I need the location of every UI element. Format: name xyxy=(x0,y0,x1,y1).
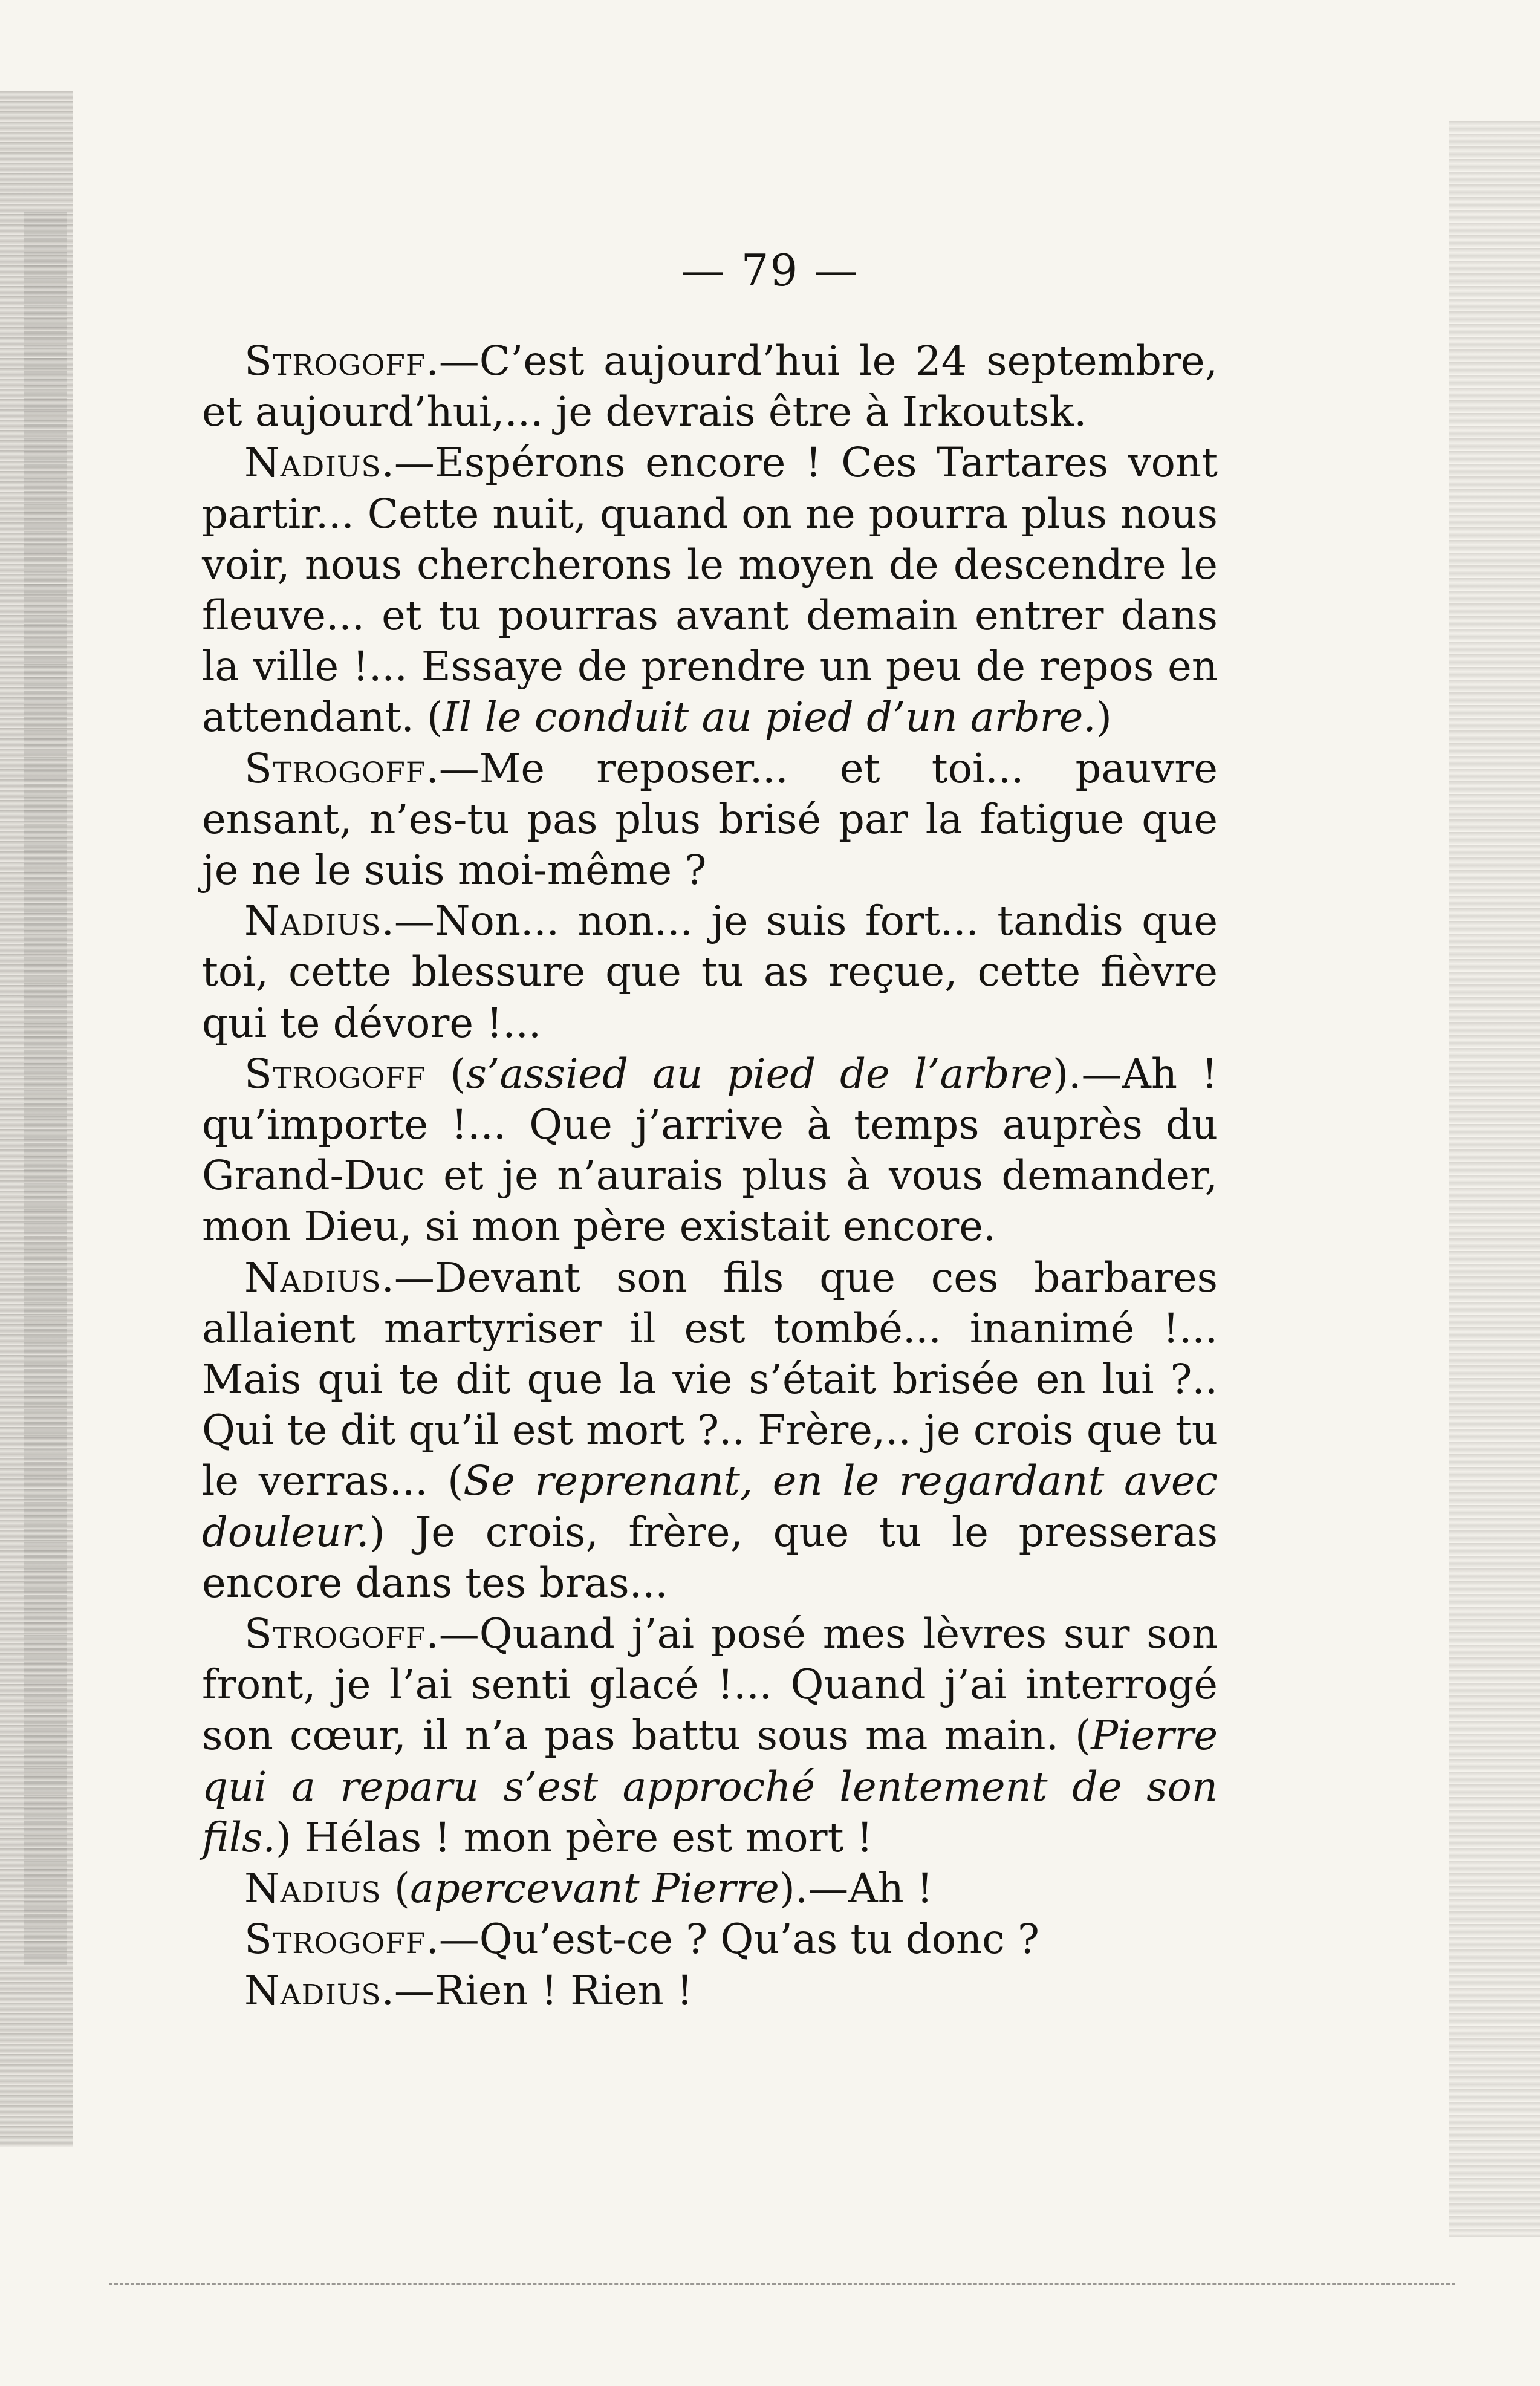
speaker-name: Strogoff xyxy=(244,744,426,792)
speaker-name: Nadius xyxy=(244,1966,382,2014)
dialogue-line-end: ) xyxy=(1096,694,1112,741)
speaker-name: Strogoff xyxy=(244,1610,426,1658)
dialogue-paragraph-5 xyxy=(202,1048,1218,1252)
speaker-name: Strogoff xyxy=(244,337,426,385)
dialogue-paragraph-10 xyxy=(202,1965,1218,2016)
page-number: — 79 — xyxy=(681,245,859,296)
dialogue-line: .—Non... non... je suis fort... tandis que toi, cette blessure que tu as reçue, cette fièvre qui te dévore !... xyxy=(202,897,1218,1047)
dialogue-line: ).—Ah ! qu’importe !... Que j’arrive à temps auprès du Grand-Duc et je n’aurais plus à vous demander, mon Dieu, si mon père existait encore. xyxy=(202,1050,1218,1250)
speaker-name: Strogoff xyxy=(244,1916,426,1963)
dialogue-paragraph-6 xyxy=(202,1252,1218,1608)
dialogue-line: .—Rien ! Rien ! xyxy=(381,1966,694,2014)
dialogue-paragraph-3 xyxy=(202,743,1218,896)
dialogue-line-end: ) Je crois, frère, que tu le presseras encore dans tes bras... xyxy=(202,1508,1218,1607)
dialogue-paragraph-1 xyxy=(202,336,1218,437)
dialogue-line: .—Me reposer... et toi... pauvre ensant, n’es-tu pas plus brisé par la fatigue que je ne le suis moi-même ? xyxy=(202,744,1218,894)
dialogue-line: .—Quand j’ai posé mes lèvres sur son front, je l’ai senti glacé !... Quand j’ai interrogé son cœur, il n’a pas battu sous ma main. ( xyxy=(202,1610,1218,1760)
dialogue-line-open: ( xyxy=(381,1865,411,1913)
dialogue-paragraph-7 xyxy=(202,1608,1218,1863)
stage-direction: s’assied au pied de l’arbre xyxy=(466,1050,1053,1097)
dialogue-line: .—Qu’est-ce ? Qu’as tu donc ? xyxy=(426,1916,1039,1963)
dialogue-paragraph-9 xyxy=(202,1914,1218,1965)
stage-direction: Se reprenant, en le regardant avec douleur. xyxy=(202,1457,1218,1556)
stage-direction: Pierre qui a reparu s’est approché lentement de son fils. xyxy=(202,1712,1218,1861)
dialogue-text xyxy=(202,336,1218,2016)
stage-direction: apercevant Pierre xyxy=(410,1865,779,1913)
speaker-name: Strogoff xyxy=(244,1050,426,1097)
dialogue-line-open: ( xyxy=(426,1050,466,1097)
stage-direction: Il le conduit au pied d’un arbre. xyxy=(443,694,1096,741)
scan-gutter-right xyxy=(1449,121,1540,2237)
dialogue-line: ).—Ah ! xyxy=(779,1865,933,1913)
speaker-name: Nadius xyxy=(244,1253,382,1301)
speaker-name: Nadius xyxy=(244,439,382,487)
dialogue-line-end: ) Hélas ! mon père est mort ! xyxy=(275,1813,873,1861)
scan-gutter-texture xyxy=(24,212,67,1965)
dialogue-line: .—Espérons encore ! Ces Tartares vont partir... Cette nuit, quand on ne pourra plus nous voir, nous chercherons le moyen de descendre le fleuve... et tu pourras avant demain entrer dans la ville !... Essaye de prendre un peu de repos en attendant. ( xyxy=(202,439,1218,741)
dialogue-paragraph-8 xyxy=(202,1863,1218,1914)
speaker-name: Nadius xyxy=(244,1865,382,1913)
dialogue-paragraph-4 xyxy=(202,896,1218,1048)
dialogue-line: .—Devant son fils que ces barbares allaient martyriser il est tombé... inanimé !... Mais qui te dit que la vie s’était brisée en lui ?.. Qui te dit qu’il est mort ?.. Frère,.. je crois que tu le verras... ( xyxy=(202,1253,1218,1505)
speaker-name: Nadius xyxy=(244,897,382,945)
scan-gutter-left xyxy=(0,91,73,2147)
dialogue-paragraph-2 xyxy=(202,437,1218,743)
page-bottom-rule xyxy=(109,2283,1455,2285)
dialogue-line: .—C’est aujourd’hui le 24 septembre, et aujourd’hui,... je devrais être à Irkoutsk. xyxy=(202,337,1218,436)
